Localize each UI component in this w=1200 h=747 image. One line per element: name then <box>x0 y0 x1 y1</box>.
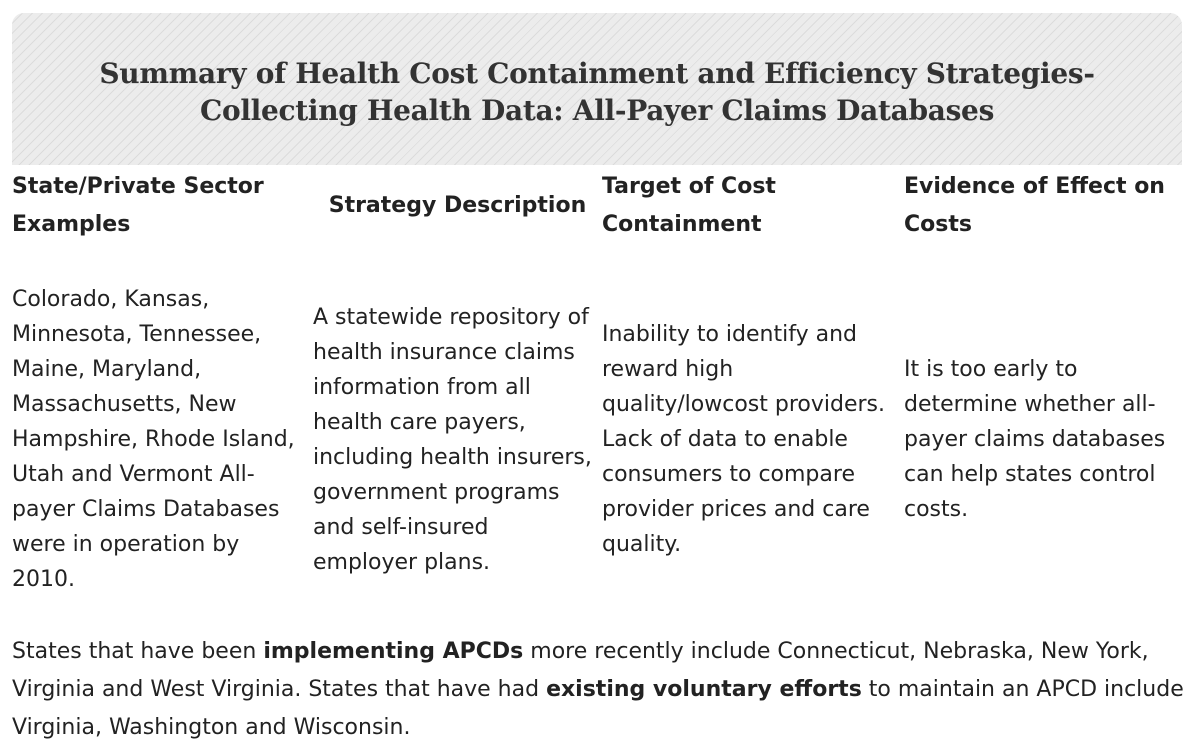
page-title-line-2: Collecting Health Data: All-Payer Claims Databases <box>199 94 995 127</box>
footer-bold-voluntary: existing voluntary efforts <box>546 677 862 702</box>
table-header-row <box>12 168 1192 244</box>
column-header-description: Strategy Description <box>328 193 587 218</box>
table-row <box>12 282 1192 597</box>
strategy-summary-table <box>12 168 1192 597</box>
examples-text: Colorado, Kansas, Minnesota, Tennessee, Maine, Maryland, Massachusetts, New Hampshire, Rhode Island, Utah and Vermont All-payer Claims Databases were in operation by 2010. <box>12 287 295 592</box>
footer-text-3: to maintain an APCD include Virginia, Washington and Wisconsin. <box>12 677 1184 740</box>
evidence-text: It is too early to determine whether all-payer claims databases can help states control costs. <box>904 357 1166 522</box>
footer-paragraph <box>12 633 1192 747</box>
cell-target <box>602 282 904 597</box>
header-banner <box>12 13 1182 165</box>
footer-text-1: States that have been <box>12 639 264 664</box>
footer-bold-implementing: implementing APCDs <box>263 639 524 664</box>
column-header-examples: State/Private Sector Examples <box>12 174 264 237</box>
cell-examples <box>12 282 313 597</box>
column-header-target: Target of Cost Containment <box>602 174 776 237</box>
target-text-line-2: Lack of data to enable consumers to compare provider prices and care quality. <box>602 427 870 557</box>
table-spacer-row <box>12 244 1192 282</box>
column-header-evidence: Evidence of Effect on Costs <box>904 174 1165 237</box>
description-text: A statewide repository of health insurance claims information from all health care payers, including health insurers, government programs and self-insured employer plans. <box>313 304 592 575</box>
cell-description <box>313 282 602 597</box>
target-text <box>602 317 904 562</box>
footer-text-2: more recently include Connecticut, Nebraska, New York, Virginia and West Virginia. States that have had <box>12 639 1149 702</box>
target-text-line-1: Inability to identify and reward high quality/lowcost providers. <box>602 322 885 417</box>
page-title-line-1: Summary of Health Cost Containment and Efficiency Strategies- <box>99 57 1095 90</box>
cell-evidence <box>904 282 1192 597</box>
